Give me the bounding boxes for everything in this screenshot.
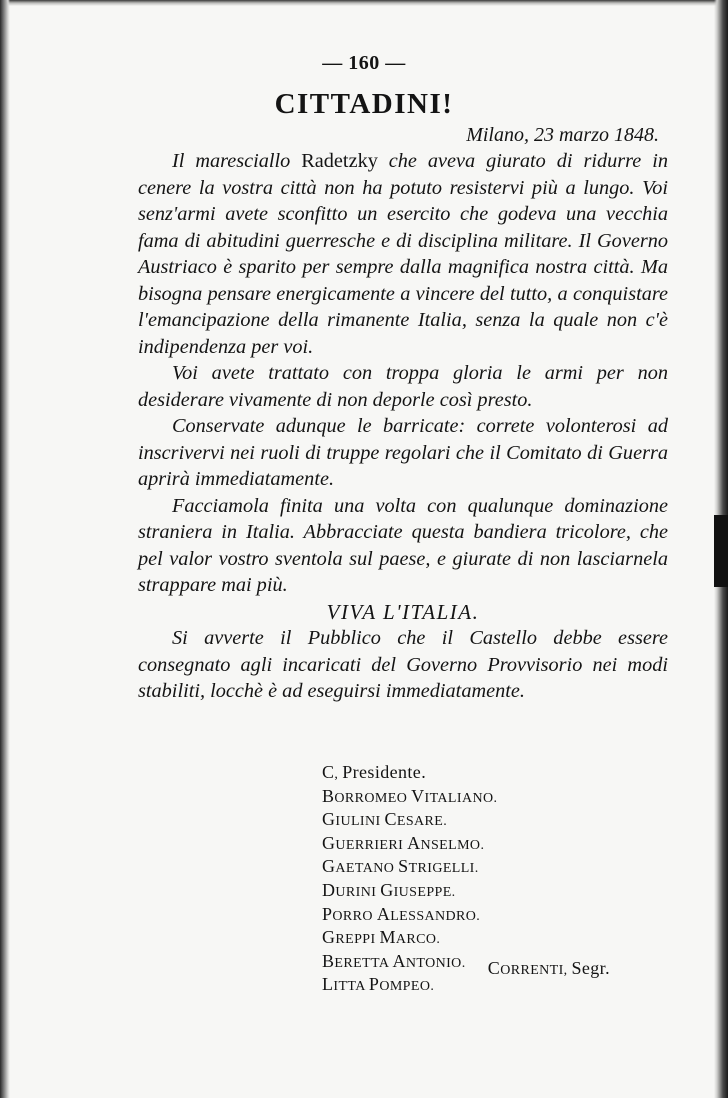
paragraph-3: Conservate adunque le barricate: correte volonterosi ad inscrivervi nei ruoli di truppe regolari che il Comitato di Guerra aprirà immediatamente. (138, 415, 668, 490)
signatory-given-name: STRIGELLI. (398, 856, 479, 877)
paragraph-1-rest: che aveva giurato di ridurre in cenere la vostra città non ha potuto resistervi più a lungo. Voi senz'armi avete sconfitto un esercito che godeva una vecchia fama di abitudini guerresche e di disciplina militare. Il Governo Austriaco è sparito per sempre dalla magnifica nostra città. Ma bisogna pensare energicamente a vincere del tutto, a conquistare l'emancipazione della rimanente Italia, senza la quale non c'è indipendenza per voi. (138, 150, 668, 358)
signatory-given-name: CESARE. (384, 809, 448, 830)
signatory-surname: PORRO (322, 903, 373, 924)
page-right-shadow (714, 0, 728, 1098)
page-top-shadow (0, 0, 728, 6)
signatory-surname: GAETANO (322, 856, 395, 877)
dateline: Milano, 23 marzo 1848. (466, 124, 659, 146)
paragraph-1-start: Il maresciallo (172, 150, 302, 172)
secretary-signature: CORRENTI, Segr. (487, 958, 610, 978)
signatory-given-name: MARCO. (379, 927, 441, 948)
signatory (322, 904, 497, 928)
proclamation-title: CITTADINI! (274, 88, 454, 120)
signatory-surname: LITTA (322, 974, 365, 995)
signatory (322, 974, 497, 998)
radetzky-name: Radetzky (301, 150, 378, 172)
signatory-given-name: ANTONIO. (392, 950, 466, 971)
signatory-surname: BERETTA (322, 950, 389, 971)
signatory (322, 833, 497, 857)
signatory-title: Presidente. (342, 762, 427, 782)
signatory (322, 951, 497, 975)
signatory-surname: GUERRIERI (322, 832, 404, 853)
signatory-surname: GIULINI (322, 809, 381, 830)
signatory (322, 809, 497, 833)
signatory (322, 927, 497, 951)
secretary-surname: CORRENTI (487, 958, 564, 978)
signatory-given-name: GIUSEPPE. (380, 879, 456, 900)
page-number: — 160 — (322, 52, 406, 74)
paragraph-5: Si avverte il Pubblico che il Castello debbe essere consegnato agli incaricati del Governo Provvisorio nei modi stabiliti, locchè è ad eseguirsi immediatamente. (138, 627, 668, 702)
signatory (322, 786, 497, 810)
paragraph-2: Voi avete trattato con troppa gloria le armi per non desiderare vivamente di non deporle così presto. (138, 362, 668, 411)
signatory (322, 880, 497, 904)
viva-italia-heading: VIVA L'ITALIA. (326, 599, 480, 624)
secretary-role: Segr. (571, 958, 610, 978)
paragraph-4: Facciamola finita una volta con qualunque dominazione straniera in Italia. Abbracciate questa bandiera tricolore, che pel valor vostro sventola sul paese, e giurate di non lasciarnela strappare mai più. (138, 494, 668, 596)
page-left-shadow (0, 0, 10, 1098)
paragraph-1 (138, 148, 668, 360)
signatory-surname: BORROMEO (322, 785, 408, 806)
binding-mark (714, 515, 728, 587)
signatory-given-name: POMPEO. (368, 974, 435, 995)
signatory: C, Presidente. (322, 762, 427, 782)
signatory-surname: GREPPI (322, 927, 376, 948)
signatory (322, 856, 497, 880)
signatory-given-name: VITALIANO. (411, 785, 498, 806)
signatories-list (322, 762, 497, 998)
signatory-given-name: ANSELMO. (407, 832, 485, 853)
proclamation-body (138, 148, 668, 705)
signatory-surname: C (322, 762, 335, 782)
signatory-surname: DURINI (322, 879, 377, 900)
signatory-given-name: ALESSANDRO. (376, 903, 481, 924)
